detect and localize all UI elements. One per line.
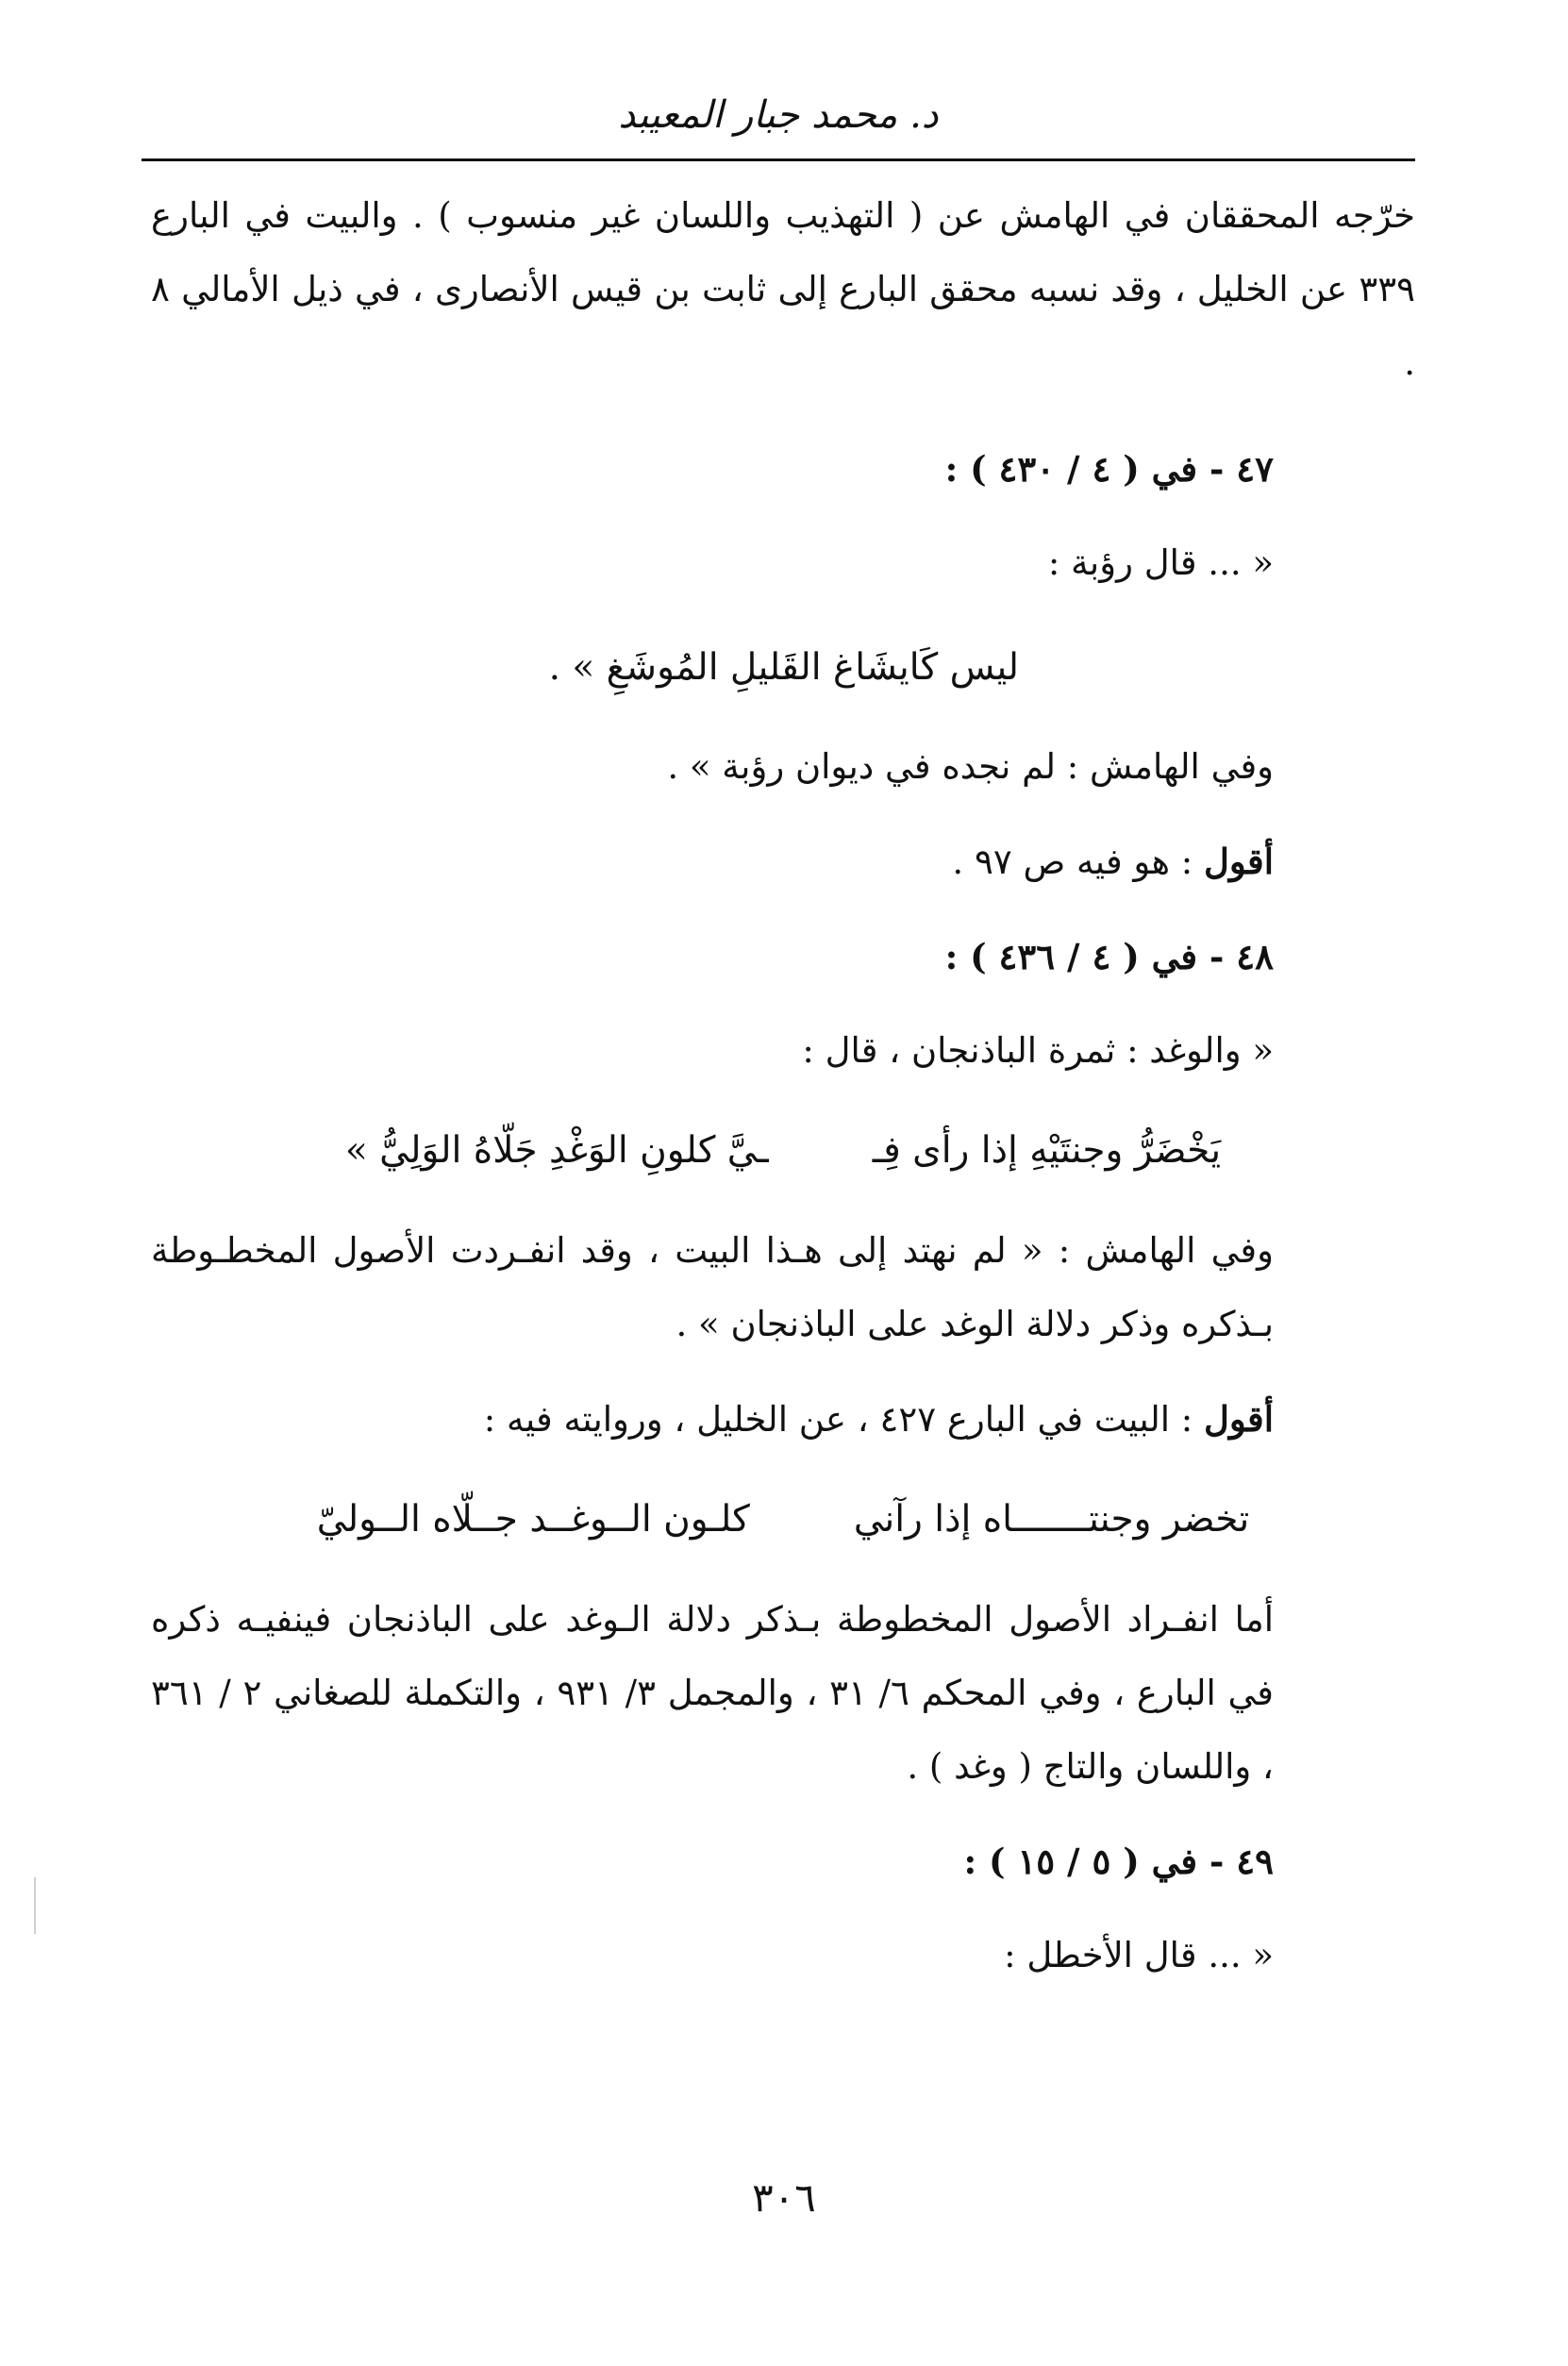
verse-48-second-hemistich: ـيَّ كلونِ الوَغْدِ جَلّاهُ الوَلِيُّ » [344,1129,769,1172]
page-body [151,179,1415,1992]
item-47-heading: ٤٧ - في ( ٤ / ٤٣٠ ) : [944,448,1274,490]
paragraph-48-conclusion: أما انفـراد الأصول المخطوطة بـذكر دلالة الـوغد على الباذنجان فينفيـه ذكره في البارع ، وفي المحكم ٦/ ٣١ ، والمجمل ٣/ ٩٣١ ، والتكملة للصغاني ٢ / ٣٦١ ، واللسان والتاج ( وغد ) . [151,1599,1274,1787]
verse-48b-first-hemistich: تخضر وجنتـــــــاه إذا رآني [853,1498,1250,1541]
verse-48b-second-hemistich: كلـون الــوغــد جــلّاه الــوليّ [316,1498,750,1541]
item-48-heading: ٤٨ - في ( ٤ / ٤٣٦ ) : [944,936,1274,977]
quote-47: « ... قال رؤبة : [1047,542,1274,583]
scan-margin-mark [34,1877,36,1934]
paragraph-intro: خرّجه المحققان في الهامش عن ( التهذيب واللسان غير منسوب ) . والبيت في البارع ٣٣٩ عن الخليل ، وقد نسبه محقق البارع إلى ثابت بن قيس الأنصارى ، في ذيل الأمالي ٨ . [151,195,1415,383]
item-49-heading: ٤٩ - في ( ٥ / ١٥ ) : [963,1841,1274,1882]
aqoul-label: أقول [1204,841,1274,882]
verse-48 [151,1108,1415,1193]
comment-48 [151,1382,1415,1457]
quote-49: « ... قال الأخطل : [1004,1935,1274,1975]
footnote-47: وفي الهامش : لم نجده في ديوان رؤبة » . [667,746,1274,787]
aqoul-text: : هو فيه ص ٩٧ . [952,841,1205,882]
aqoul-text: : البيت في البارع ٤٢٧ ، عن الخليل ، وروايته فيه : [483,1399,1205,1440]
footnote-48: وفي الهامش : « لم نهتد إلى هـذا البيت ، وقد انفـردت الأصول المخطـوطة بـذكره وذكر دلالة الوغد على الباذنجان » . [151,1230,1274,1344]
header-rule [142,158,1415,161]
verse-47: ليس كَايشَاغ القَليلِ المُوشَغِ » . [548,646,1019,689]
quote-48: « والوغد : ثمرة الباذنجان ، قال : [802,1030,1274,1071]
page-number: ٣٠٦ [752,2174,816,2221]
running-header: د. محمد جبار المعيبد [618,93,939,137]
verse-48-first-hemistich: يَخْضَرُّ وجنتَيْهِ إذا رأى فِـ [872,1129,1222,1172]
comment-47 [151,825,1415,899]
aqoul-label: أقول [1204,1398,1274,1440]
verse-48-barie [151,1477,1415,1562]
